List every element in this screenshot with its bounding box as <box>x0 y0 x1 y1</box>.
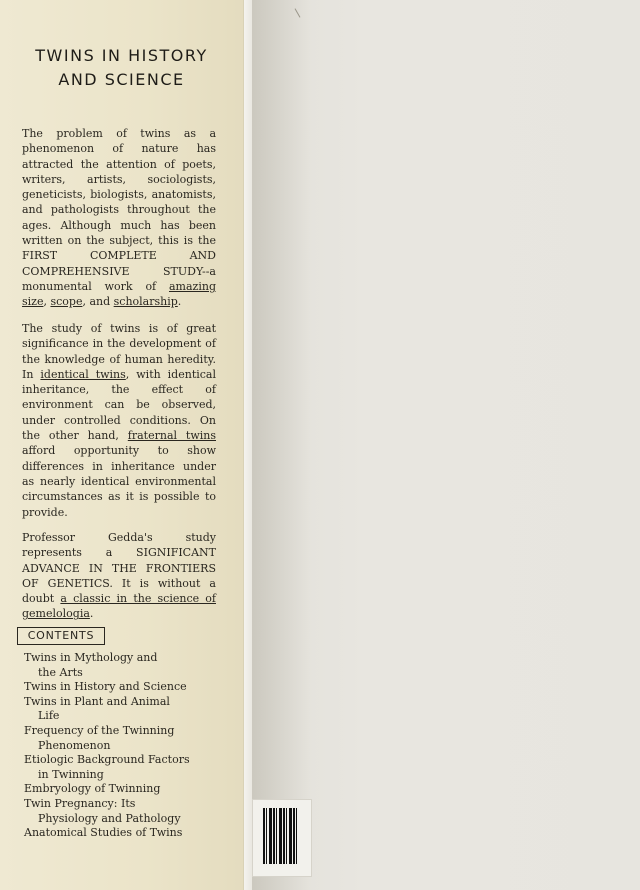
flap-title-line1: TWINS IN HISTORY <box>35 46 208 65</box>
underlined-phrase: scope <box>50 295 83 309</box>
flap-title <box>14 44 229 92</box>
contents-item-continued: Phenomenon <box>38 738 111 752</box>
paragraph-significance <box>22 321 216 520</box>
paragraph-advance <box>22 530 216 622</box>
underlined-phrase: fraternal twins <box>127 429 216 443</box>
underlined-phrase: amazing size <box>22 279 216 309</box>
paragraph-text: afford opportunity to show differences in inheritance under as nearly identical environmental circumstances as it is possible to provide. <box>22 444 216 519</box>
paragraph-text: . <box>89 607 94 621</box>
contents-item-continued: Life <box>38 709 60 723</box>
underlined-phrase: a classic in the science of gemelologia <box>22 592 216 621</box>
paragraph-intro <box>22 126 216 310</box>
flap-title-line2: AND SCIENCE <box>58 70 185 89</box>
contents-item-continued: Physiology and Pathology <box>38 811 181 825</box>
page-shadow <box>251 0 311 890</box>
contents-item: Twins in History and Science <box>24 680 187 694</box>
contents-item: Frequency of the Twinning <box>24 723 175 737</box>
barcode-label <box>252 799 312 877</box>
contents-item-continued: the Arts <box>38 665 83 679</box>
underlined-phrase: identical twins <box>40 367 126 381</box>
contents-item-continued: in Twinning <box>38 767 104 781</box>
flap-edge <box>243 0 252 890</box>
contents-item: Embryology of Twinning <box>24 782 161 796</box>
contents-item: Twin Pregnancy: Its <box>24 796 136 810</box>
paragraph-text: , and <box>82 295 114 309</box>
paragraph-text: Professor Gedda's study represents a SIGNIFICANT ADVANCE IN THE FRONTIERS OF GENETICS. It is without a doubt <box>22 531 216 606</box>
paragraph-text: , with identical inheritance, the effect of environment can be observed, under controlled conditions. On the other hand, <box>22 367 216 443</box>
paragraph-text: , <box>43 295 51 309</box>
contents-list <box>24 651 229 841</box>
contents-item: Anatomical Studies of Twins <box>24 826 183 840</box>
contents-heading: CONTENTS <box>17 627 105 645</box>
paragraph-text: The problem of twins as a phenomenon of nature has attracted the attention of poets, writers, artists, sociologists, geneticists, biologists, anatomists, and pathologists throughout the ages. Although much has been written on the subject, this is the FIRST COMPLETE AND COMPREHENSIVE STUDY--a monumental work of <box>22 127 216 293</box>
underlined-phrase: scholarship <box>113 295 178 309</box>
paragraph-text: The study of twins is of great significance in the development of the knowledge of human heredity. In <box>22 322 216 381</box>
paragraph-text: . <box>177 295 182 309</box>
dust-jacket-flap <box>0 0 243 890</box>
barcode-icon <box>263 808 299 864</box>
contents-item: Twins in Plant and Animal <box>24 694 170 708</box>
contents-item: Twins in Mythology and <box>24 651 158 664</box>
contents-item: Etiologic Background Factors <box>24 753 190 767</box>
